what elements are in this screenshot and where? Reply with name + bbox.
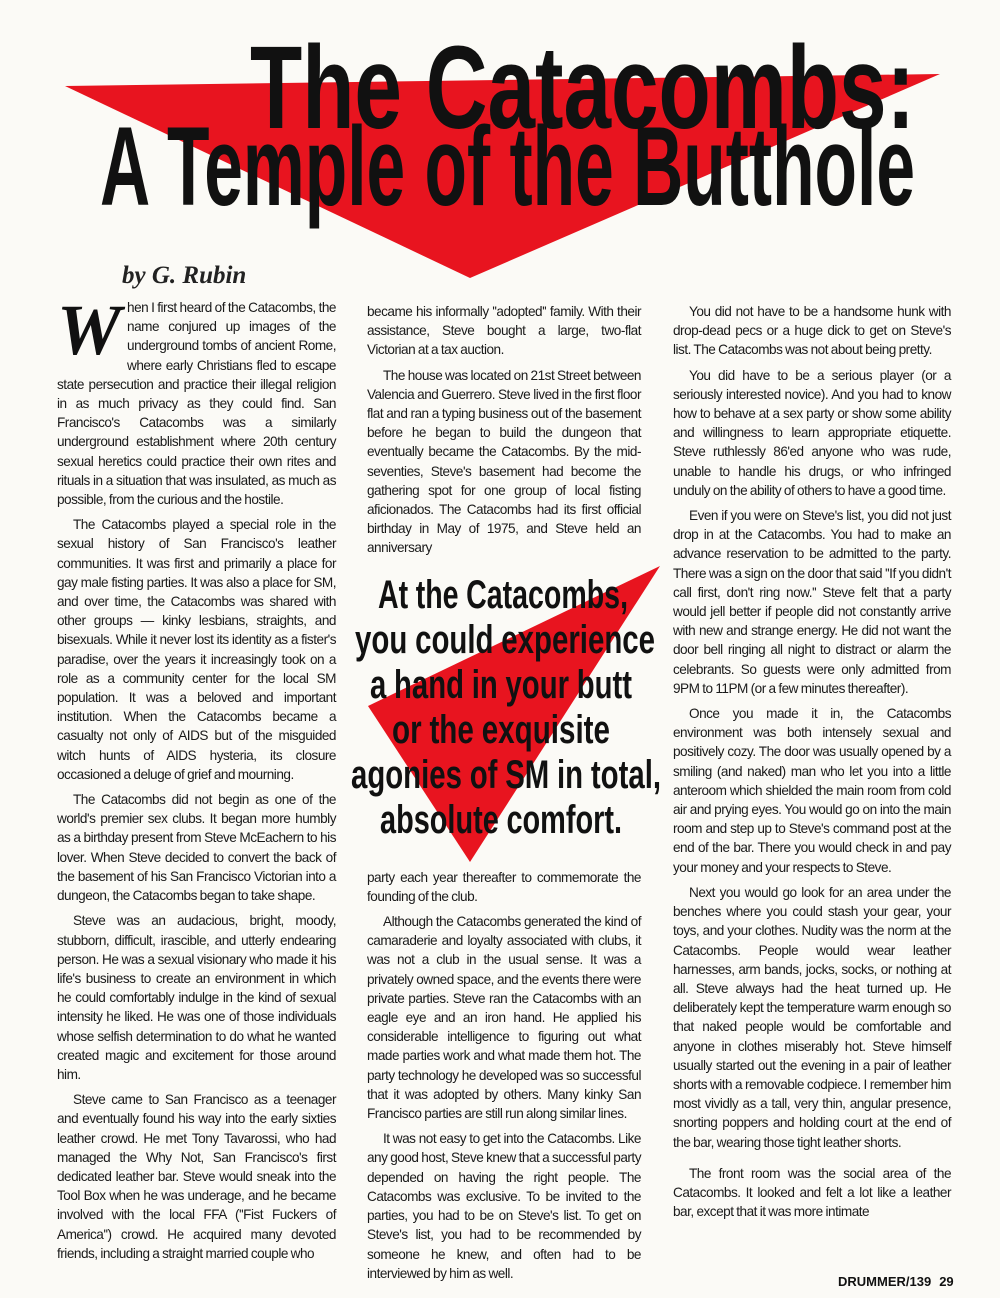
pull-quote-line: a hand in your butt — [370, 662, 632, 707]
paragraph — [57, 290, 336, 509]
paragraph: Next you would go look for an area under the benches where you could stash your gear, your toys, and your clothes. Nudity was the norm at the Catacombs. People would wear leather harnesses, arm bands, jocks, socks, or nothing at all. Steve always had the heat turned up. He deliberately kept the temperature warm enough so that naked people would be comfortable and anyone in clothes miserably hot. Steve himself usually started out the evening in a pair of leather shorts with a removable codpiece. I remember him most vividly as a tall, very thin, angular presence, snorting poppers and holding court at the end of the bar, wearing those tight leather shorts. — [673, 884, 951, 1150]
column-3 — [673, 302, 951, 1227]
pull-quote-line: absolute comfort. — [380, 797, 622, 842]
paragraph: Steve was an audacious, bright, moody, stubborn, difficult, irascible, and utterly endearing person. He was a sexual visionary who made it his life's business to create an environment in which he could comfortably indulge in the kind of sexual intensity he liked. He was one of those individuals whose selfish determination to do what he wanted created magic and excitement for those around him. — [57, 913, 336, 1082]
page-footer — [838, 1274, 954, 1289]
paragraph: Even if you were on Steve's list, you did not just drop in at the Catacombs. You had to make an advance reservation to be admitted to the party. There was a sign on the door that said ''If you didn't call first, don't ring now.'' Steve felt that a party would jell better if people did not constantly arrive with new and strange energy. He did not want the door bell ringing all night to distract or alarm the celebrants. So guests were only admitted from 9PM to 11PM (or a few minutes thereafter). — [673, 508, 951, 696]
page-number: 29 — [939, 1274, 954, 1289]
paragraph: Although the Catacombs generated the kind of camaraderie and loyalty associated with clubs, it was not a club in the usual sense. It was a privately owned space, and the events there were private parties. Steve ran the Catacombs with an eagle eye and an iron hand. He applied his considerable intelligence to figuring out what made parties work and what made them hot. The party technology he developed was so successful that it was adopted by others. Many kinky San Francisco parties are still run along similar lines. — [367, 914, 641, 1122]
title-artwork — [0, 0, 1000, 290]
pull-quote-line: agonies of SM in total, — [351, 752, 661, 797]
paragraph: It was not easy to get into the Catacombs. Like any good host, Steve knew that a successful party depended on having the right people. The Catacombs was exclusive. To be invited to the parties, you had to be on Steve's list. To get on Steve's list, you had to be recommended by someone he knew, and often had to be interviewed by him as well. — [367, 1131, 641, 1281]
pull-quote — [347, 564, 667, 864]
paragraph: You did not have to be a handsome hunk with drop-dead pecs or a huge dick to get on Steve's list. The Catacombs was not about being pretty. — [673, 304, 951, 358]
paragraph: became his informally ''adopted'' family. With their assistance, Steve bought a large, two-flat Victorian at a tax auction. — [367, 304, 641, 358]
publication-issue: DRUMMER/139 — [838, 1274, 932, 1289]
paragraph: The front room was the social area of the Catacombs. It looked and felt a lot like a leather bar, except that it was more intimate — [673, 1165, 951, 1220]
paragraph: Once you made it in, the Catacombs environment was both intensely sexual and positively cozy. The door was usually opened by a smiling (and naked) man who let you into a little anteroom which shielded the main room from cold air and prying eyes. You would go on into the main room and step up to Steve's command post at the end of the bar. There you would check in and pay your money and your respects to Steve. — [673, 706, 951, 875]
drop-cap: W — [57, 290, 122, 370]
column-1 — [57, 290, 336, 1269]
paragraph: party each year thereafter to commemorate the founding of the club. — [367, 869, 641, 904]
paragraph: The Catacombs played a special role in the sexual history of San Francisco's leather communities. It was first and primarily a place for gay male fisting parties. It was also a place for SM, and over time, the Catacombs was shared with other groups — kinky lesbians, straights, and bisexuals. While it never lost its identity as a fister's paradise, over the years it increasingly took on a role as a community center for the local SM population. It was a beloved and important institution. When the Catacombs became a casualty not only of AIDS but of the misguided witch hunts of AIDS hysteria, its closure occasioned a deluge of grief and mourning. — [57, 517, 336, 782]
paragraph: Steve came to San Francisco as a teenager and eventually found his way into the early sixties leather crowd. He met Tony Tavarossi, who had managed the Why Not, San Francisco's first dedicated leather bar. Steve would sneak into the Tool Box when he was underage, and he became involved with the local FFA (''Fist Fuckers of America'') crowd. He acquired many devoted friends, including a straight married couple who — [57, 1092, 336, 1261]
paragraph-text: hen I first heard of the Catacombs, the name conjured up images of the underground tombs of ancient Rome, where early Christians fled to escape state persecution and practice their illegal religion in as much privacy as they could find. San Francisco's Catacombs was a similarly underground establishment where 20th century sexual heretics could practice their own rites and rituals in a situation that was insulated, as much as possible, from the curious and the hostile. — [57, 300, 336, 508]
column-2 — [351, 302, 661, 1289]
pull-quote-line: you could experience — [355, 617, 655, 662]
paragraph: The house was located on 21st Street between Valencia and Guerrero. Steve lived in the first floor flat and ran a typing business out of the basement before he began to build the dungeon that eventually became the Catacombs. By the mid-seventies, Steve's basement had become the gathering spot for one group of local fisting aficionados. The Catacombs had its first official birthday in May of 1975, and Steve held an anniversary — [367, 367, 641, 556]
byline: by G. Rubin — [122, 262, 247, 289]
pull-quote-line: At the Catacombs, — [378, 572, 628, 617]
pull-quote-line: or the exquisite — [392, 707, 610, 752]
paragraph: The Catacombs did not begin as one of the world's premier sex clubs. It began more humbly as a birthday present from Steve McEachern to his lover. When Steve decided to convert the back of the basement of his San Francisco Victorian into a dungeon, the Catacombs began to take shape. — [57, 792, 336, 904]
title-line-1: The Catacombs: — [250, 22, 915, 154]
paragraph: You did have to be a serious player (or a seriously interested novice). And you had to know how to behave at a sex party or show some ability and willingness to learn appropriate etiquette. Steve ruthlessly 86'ed anyone who was rude, unable to handle his drugs, or who infringed unduly on the ability of others to have a good time. — [673, 367, 951, 498]
title-line-2: A Temple of the Butthole — [100, 104, 915, 229]
